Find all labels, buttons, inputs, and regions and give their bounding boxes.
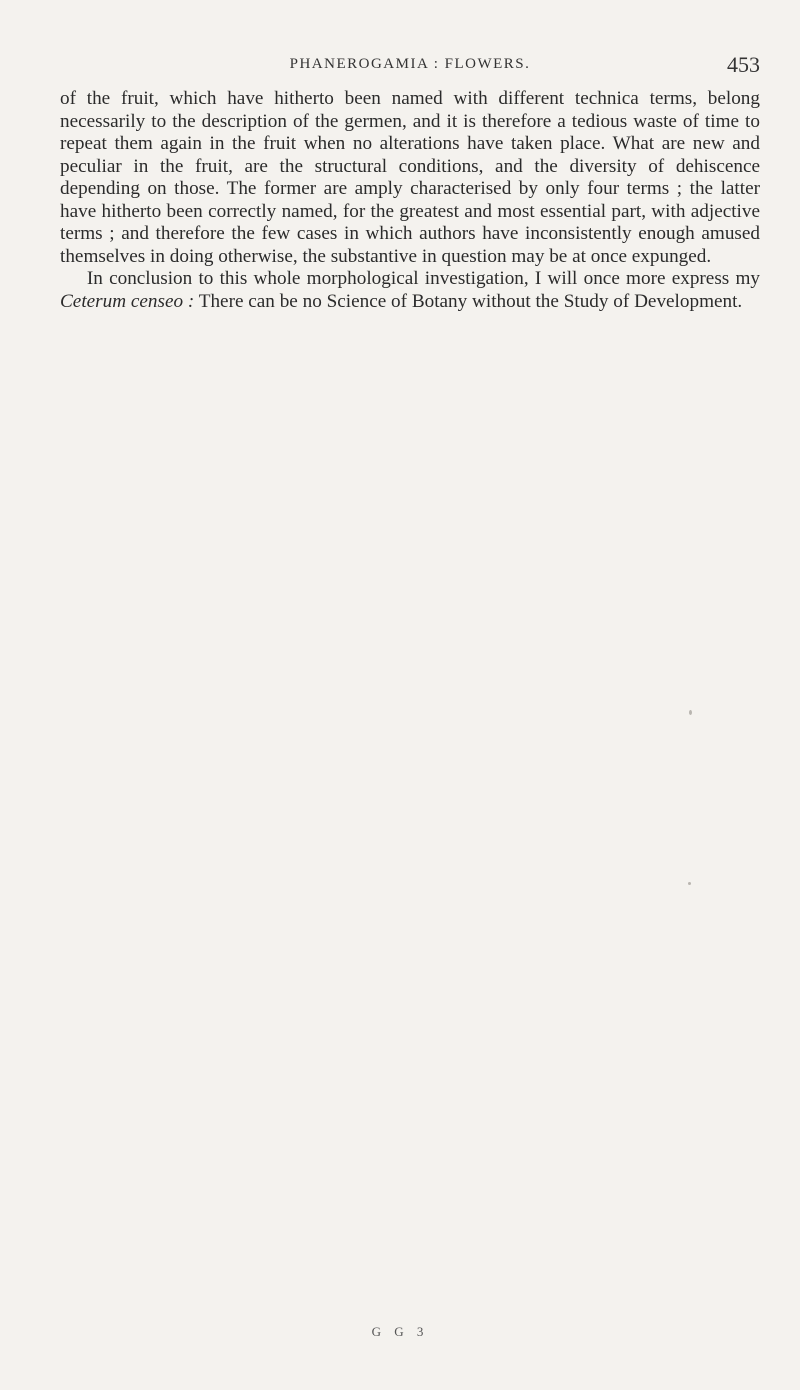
page-header [60,46,760,86]
paper-speck [688,882,691,885]
paragraph-2-start: In conclusion to this whole morphological investigation, I will once more express my [86,268,760,289]
paragraph-2 [60,268,760,313]
signature-mark: G G 3 [371,1324,429,1339]
paper-speck [689,710,692,715]
text-body [60,88,760,313]
italic-phrase: Ceterum censeo : [60,290,195,312]
running-head: PHANEROGAMIA : FLOWERS. [289,56,531,72]
paragraph-1: of the fruit, which have hitherto been named with different technica terms, belong necessarily to the description of the germen, and it is therefore a tedious waste of time to repeat them again in the fruit when no alterations have taken place. What are new and peculiar in the fruit, are the structural conditions, and the diversity of dehiscence depending on those. The former are amply characterised by only four terms ; the latter have hitherto been correctly named, for the greatest and most essential part, with adjective terms ; and therefore the few cases in which authors have inconsistently enough amused themselves in doing otherwise, the substantive in question may be at once expunged. [60,88,760,267]
paragraph-2-end: There can be no Science of Botany without the Study of Development. [198,290,743,312]
page-number: 453 [727,52,760,77]
